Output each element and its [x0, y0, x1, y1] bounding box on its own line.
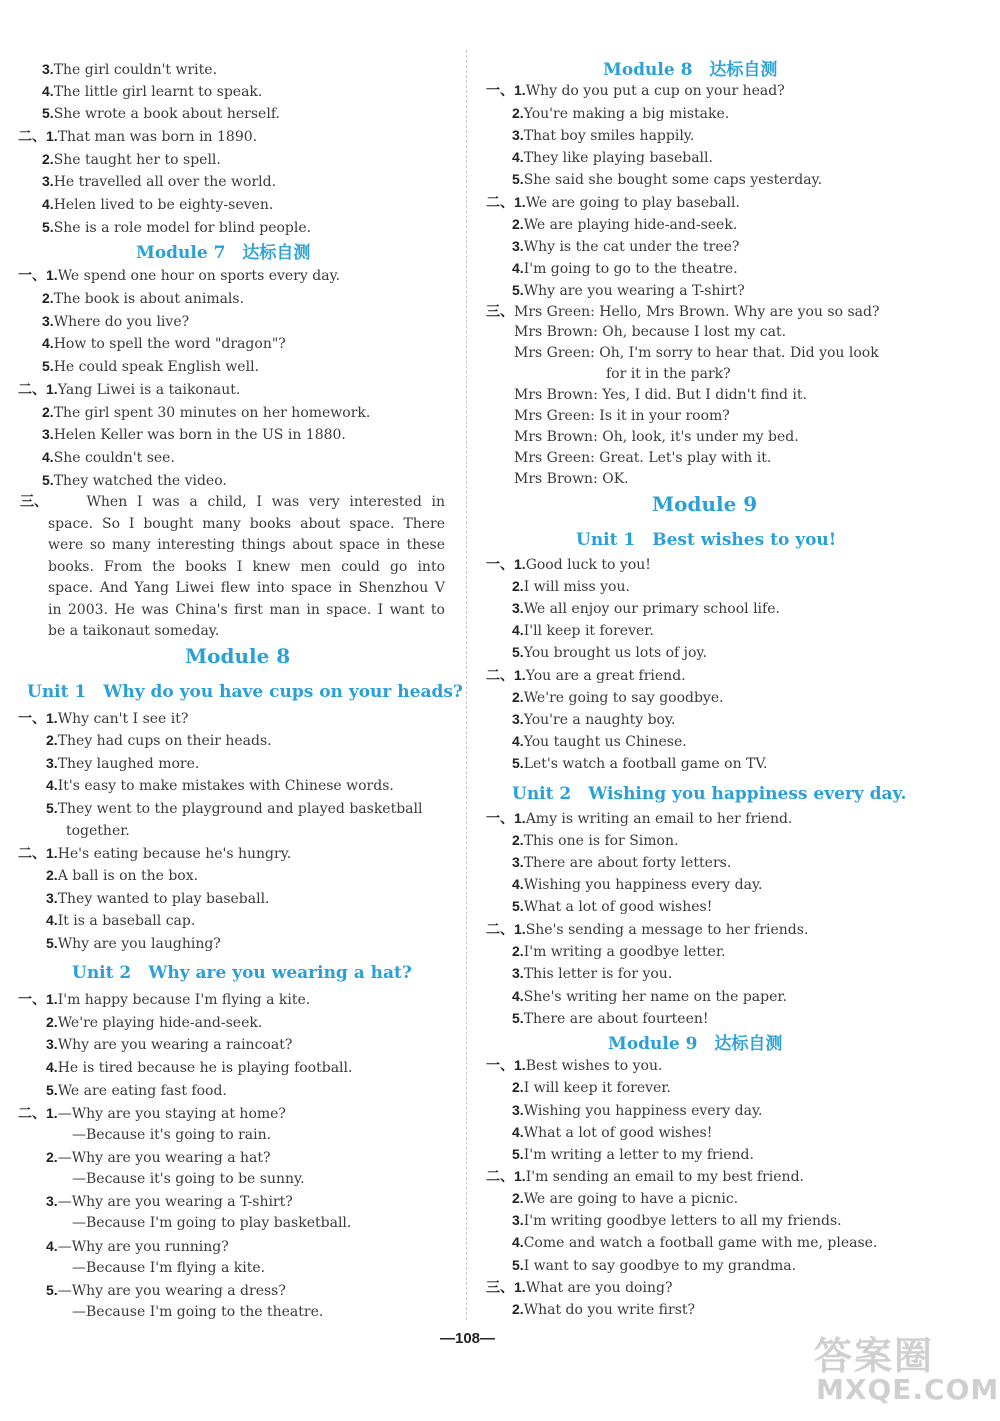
answer-line: [18, 380, 240, 399]
item-number: 二、1.: [486, 667, 526, 683]
item-number: 一、1.: [18, 267, 58, 283]
answer-text: You taught us Chinese.: [523, 734, 687, 750]
item-number: 4.: [46, 912, 58, 928]
answer-text: We're going to say goodbye.: [523, 690, 724, 706]
item-number: 2.: [42, 404, 54, 420]
item-number: 2.: [512, 689, 524, 705]
item-number: 二、1.: [18, 845, 58, 861]
answer-line: [72, 1170, 305, 1188]
answer-line: [514, 428, 799, 446]
item-number: 3.: [46, 755, 58, 771]
answer-text: They had cups on their heads.: [57, 733, 272, 749]
answer-text: —Because it's going to rain.: [72, 1127, 272, 1143]
answer-line: [512, 942, 726, 961]
section-heading: Unit 1 Best wishes to you!: [576, 530, 837, 550]
answer-text: I'm writing goodbye letters to all my friends.: [523, 1213, 842, 1229]
item-number: 5.: [46, 1082, 58, 1098]
item-number: 2.: [42, 151, 54, 167]
answer-line: [18, 844, 291, 863]
answer-line: [42, 425, 346, 444]
item-number: 5.: [512, 1257, 524, 1273]
item-number: 2.: [46, 1149, 58, 1165]
item-number: 4.: [46, 1238, 58, 1254]
answer-line: [46, 1058, 352, 1077]
answer-text: There are about forty letters.: [523, 855, 732, 871]
answer-text: Amy is writing an email to her friend.: [525, 811, 793, 827]
answer-line: [512, 1123, 712, 1142]
answer-text: He's eating because he's hungry.: [57, 846, 292, 862]
answer-text: Why is the cat under the tree?: [523, 239, 740, 255]
answer-text: I will keep it forever.: [523, 1080, 671, 1096]
answer-line: [486, 809, 792, 828]
answer-text: That man was born in 1890.: [57, 129, 258, 145]
item-number: 4.: [42, 83, 54, 99]
essay-line: books. From the books I knew men could go into: [48, 558, 445, 575]
answer-text: for it in the park?: [606, 366, 731, 382]
section-heading: Module 8: [185, 644, 291, 668]
watermark-site: MXQE.COM: [816, 1373, 1000, 1406]
answer-line: [42, 82, 262, 101]
answer-text: —Because I'm going to the theatre.: [72, 1304, 324, 1320]
answer-text: The little girl learnt to speak.: [53, 84, 263, 100]
essay-paragraph: [48, 492, 445, 643]
answer-text: Mrs Brown: Yes, I did. But I didn't find it.: [514, 387, 807, 403]
item-number: 5.: [512, 1146, 524, 1162]
item-number: 2.: [512, 1190, 524, 1206]
answer-text: —Why are you wearing a T-shirt?: [57, 1194, 293, 1210]
answer-line: [42, 289, 244, 308]
answer-line: [512, 621, 654, 640]
answer-text: Mrs Brown: Oh, because I lost my cat.: [514, 324, 787, 340]
answer-text: —Why are you wearing a dress?: [57, 1283, 286, 1299]
answer-line: [72, 1214, 351, 1232]
answer-text: The girl spent 30 minutes on her homework.: [53, 405, 371, 421]
answer-line: [606, 365, 731, 383]
answer-line: [512, 1211, 842, 1230]
answer-line: [72, 1259, 265, 1277]
answer-line: [18, 1104, 286, 1123]
answer-line: [42, 60, 217, 79]
item-number: 5.: [46, 800, 58, 816]
answer-line: [18, 127, 257, 146]
answer-line: [18, 990, 310, 1009]
answer-text: She's writing her name on the paper.: [523, 989, 788, 1005]
answer-line: [512, 215, 737, 234]
answer-line: [42, 312, 189, 331]
answer-line: [512, 259, 738, 278]
item-number: 3.: [42, 426, 54, 442]
answer-text: Yang Liwei is a taikonaut.: [57, 382, 241, 398]
answer-line: [46, 731, 272, 750]
item-number: 5.: [42, 472, 54, 488]
item-number: 一、1.: [18, 710, 58, 726]
item-number: 4.: [512, 149, 524, 165]
essay-line: space. And Yang Liwei flew into space in Shenzhou V: [48, 580, 445, 596]
answer-line: [46, 1013, 262, 1032]
item-number: 3.: [46, 1193, 58, 1209]
answer-line: [512, 831, 678, 850]
item-number: 2.: [512, 216, 524, 232]
answer-line: [486, 302, 879, 321]
item-number: 2.: [46, 867, 58, 883]
answer-line: [512, 875, 762, 894]
item-number: 3.: [512, 854, 524, 870]
answer-line: [46, 1081, 227, 1100]
answer-line: [512, 1078, 671, 1097]
item-number: 4.: [512, 622, 524, 638]
answer-text: We are playing hide-and-seek.: [523, 217, 738, 233]
answer-text: Helen lived to be eighty-seven.: [53, 197, 274, 213]
answer-text: I'm going to go to the theatre.: [523, 261, 738, 277]
item-number: 5.: [512, 171, 524, 187]
answer-text: That boy smiles happily.: [523, 128, 695, 144]
answer-line: [512, 577, 630, 596]
answer-line: [46, 866, 198, 885]
answer-text: She's sending a message to her friends.: [525, 922, 809, 938]
essay-line: be a taikonaut someday.: [48, 623, 220, 639]
answer-line: [514, 344, 879, 362]
answer-text: You are a great friend.: [525, 668, 686, 684]
answer-text: —Because it's going to be sunny.: [72, 1171, 305, 1187]
answer-text: What a lot of good wishes!: [523, 899, 713, 915]
answer-line: [512, 1101, 762, 1120]
answer-line: [514, 449, 771, 467]
answer-line: [42, 195, 273, 214]
answer-text: —Why are you running?: [57, 1239, 229, 1255]
answer-line: [512, 1256, 796, 1275]
answer-line: [46, 754, 199, 773]
answer-line: [72, 1303, 323, 1321]
answer-text: —Why are you staying at home?: [57, 1106, 286, 1122]
item-number: 3.: [512, 1212, 524, 1228]
item-number: 3.: [42, 313, 54, 329]
answer-line: [512, 897, 712, 916]
answer-line: [486, 1278, 672, 1297]
answer-text: Mrs Green: Hello, Mrs Brown. Why are you so sad?: [514, 304, 880, 320]
answer-text: Mrs Brown: Oh, look, it's under my bed.: [514, 429, 799, 445]
item-number: 2.: [512, 578, 524, 594]
answer-text: They went to the playground and played basketball: [57, 801, 423, 817]
answer-line: [512, 987, 787, 1006]
answer-text: We spend one hour on sports every day.: [57, 268, 341, 284]
section-heading: Module 9 达标自测: [608, 1034, 783, 1054]
answer-text: Helen Keller was born in the US in 1880.: [53, 427, 346, 443]
item-number: 二、1.: [18, 128, 58, 144]
answer-line: [512, 853, 731, 872]
essay-line: space. So I bought many books about space. There: [48, 515, 445, 532]
answer-text: Why are you laughing?: [57, 936, 221, 952]
item-number: 3.: [512, 1102, 524, 1118]
answer-line: [42, 218, 311, 237]
answer-line: [512, 710, 675, 729]
answer-line: [42, 104, 280, 123]
item-number: 二、1.: [486, 1168, 526, 1184]
item-number: 二、1.: [486, 921, 526, 937]
answer-line: [486, 920, 808, 939]
answer-text: We are going to play baseball.: [525, 195, 740, 211]
answer-text: What are you doing?: [525, 1280, 673, 1296]
answer-text: There are about fourteen!: [523, 1011, 709, 1027]
answer-line: [46, 911, 195, 930]
answer-text: I will miss you.: [523, 579, 630, 595]
answer-text: She taught her to spell.: [53, 152, 221, 168]
answer-text: We are going to have a picnic.: [523, 1191, 739, 1207]
answer-line: [46, 1148, 271, 1167]
item-number: 3.: [512, 127, 524, 143]
answer-line: [46, 889, 270, 908]
answer-line: [512, 126, 694, 145]
answer-line: [42, 403, 370, 422]
answer-text: Why are you wearing a raincoat?: [57, 1037, 293, 1053]
answer-text: Why do you put a cup on your head?: [525, 83, 785, 99]
answer-line: [512, 1189, 738, 1208]
item-number: 3.: [512, 238, 524, 254]
answer-line: [512, 599, 780, 618]
answer-line: [66, 822, 130, 840]
answer-line: [42, 448, 175, 467]
item-number: 5.: [42, 219, 54, 235]
item-number: 2.: [512, 105, 524, 121]
answer-text: It's easy to make mistakes with Chinese words.: [57, 778, 394, 794]
answer-line: [46, 1281, 286, 1300]
item-number: 4.: [512, 733, 524, 749]
answer-line: [512, 1233, 877, 1252]
item-number: 4.: [512, 1124, 524, 1140]
section-heading: Module 7 达标自测: [136, 243, 311, 263]
answer-text: What a lot of good wishes!: [523, 1125, 713, 1141]
answer-text: They like playing baseball.: [523, 150, 713, 166]
answer-text: He could speak English well.: [53, 359, 259, 375]
answer-text: He travelled all over the world.: [53, 174, 277, 190]
answer-text: She is a role model for blind people.: [53, 220, 312, 236]
answer-text: I'm happy because I'm flying a kite.: [57, 992, 311, 1008]
page-number: —108—: [440, 1330, 496, 1347]
answer-text: Mrs Green: Great. Let's play with it.: [514, 450, 772, 466]
item-number: 5.: [42, 358, 54, 374]
answer-text: Mrs Brown: OK.: [514, 471, 629, 487]
answer-line: [42, 471, 227, 490]
answer-line: [512, 732, 687, 751]
answer-text: This one is for Simon.: [523, 833, 679, 849]
answer-line: [46, 1035, 292, 1054]
answer-line: [18, 709, 188, 728]
answer-line: [46, 934, 221, 953]
item-number: 4.: [42, 449, 54, 465]
answer-text: Let's watch a football game on TV.: [523, 756, 768, 772]
answer-line: [512, 964, 672, 983]
answer-line: [46, 1192, 293, 1211]
answer-text: This letter is for you.: [523, 966, 673, 982]
section-heading: Module 9: [652, 492, 758, 516]
answer-line: [486, 555, 651, 574]
answer-line: [512, 754, 767, 773]
item-number: 4.: [46, 1059, 58, 1075]
answer-text: —Because I'm going to play basketball.: [72, 1215, 352, 1231]
answer-text: They wanted to play baseball.: [57, 891, 270, 907]
answer-text: together.: [66, 823, 130, 839]
answer-text: You're making a big mistake.: [523, 106, 730, 122]
item-number: 一、1.: [486, 82, 526, 98]
answer-text: She said she bought some caps yesterday.: [523, 172, 823, 188]
item-number: 三、1.: [486, 1279, 526, 1295]
answer-text: It is a baseball cap.: [57, 913, 196, 929]
item-number: 2.: [46, 732, 58, 748]
answer-text: They laughed more.: [57, 756, 200, 772]
answer-text: Where do you live?: [53, 314, 190, 330]
item-number: 5.: [46, 1282, 58, 1298]
answer-text: We're playing hide-and-seek.: [57, 1015, 263, 1031]
answer-line: [42, 334, 286, 353]
item-number: 一、1.: [486, 810, 526, 826]
answer-line: [514, 407, 730, 425]
answer-text: Come and watch a football game with me, please.: [523, 1235, 878, 1251]
item-number: 3.: [46, 890, 58, 906]
item-number: 4.: [42, 335, 54, 351]
answer-line: [514, 386, 807, 404]
item-number: 4.: [512, 1234, 524, 1250]
answer-line: [486, 666, 686, 685]
answer-line: [512, 1300, 695, 1319]
answer-line: [486, 1056, 662, 1075]
answer-text: Mrs Green: Is it in your room?: [514, 408, 730, 424]
item-number: 5.: [512, 1010, 524, 1026]
section-heading: Module 8 达标自测: [603, 60, 778, 80]
watermark-cn: 答案圈: [814, 1334, 935, 1378]
item-number: 二、1.: [18, 1105, 58, 1121]
item-number: 2.: [42, 290, 54, 306]
answer-text: We all enjoy our primary school life.: [523, 601, 780, 617]
item-number: 5.: [512, 898, 524, 914]
item-number: 3.: [512, 711, 524, 727]
item-number: 2.: [512, 832, 524, 848]
item-number: 二、1.: [18, 381, 58, 397]
answer-line: [512, 688, 724, 707]
essay-line: in 2003. He was China's first man in space. I want to: [48, 601, 445, 618]
answer-text: I'll keep it forever.: [523, 623, 654, 639]
item-number: 4.: [512, 988, 524, 1004]
item-number: 一、1.: [486, 556, 526, 572]
section-heading: Unit 2 Wishing you happiness every day.: [512, 784, 907, 804]
answer-text: What do you write first?: [523, 1302, 696, 1318]
answer-text: He is tired because he is playing football.: [57, 1060, 353, 1076]
answer-line: [42, 357, 259, 376]
item-number: 5.: [46, 935, 58, 951]
answer-text: Wishing you happiness every day.: [523, 877, 763, 893]
item-number: 2.: [512, 1079, 524, 1095]
answer-line: [42, 172, 276, 191]
answer-text: Good luck to you!: [525, 557, 651, 573]
answer-text: How to spell the word "dragon"?: [53, 336, 286, 352]
answer-text: A ball is on the box.: [57, 868, 199, 884]
item-number: 一、1.: [486, 1057, 526, 1073]
answer-text: You brought us lots of joy.: [523, 645, 707, 661]
essay-line: When I was a child, I was very interested in: [48, 494, 445, 510]
item-number: 4.: [42, 196, 54, 212]
item-number: 3.: [42, 61, 54, 77]
column-divider: [466, 50, 467, 1320]
item-number: 3.: [512, 965, 524, 981]
item-number: 4.: [46, 777, 58, 793]
answer-text: I'm sending an email to my best friend.: [525, 1169, 804, 1185]
item-number: 5.: [512, 755, 524, 771]
item-number: 5.: [512, 644, 524, 660]
item-number: 2.: [512, 1301, 524, 1317]
watermark: [806, 1321, 1000, 1411]
answer-line: [512, 1145, 754, 1164]
answer-text: The girl couldn't write.: [53, 62, 218, 78]
item-number: 3.: [46, 1036, 58, 1052]
answer-line: [512, 170, 822, 189]
answer-line: [486, 1167, 804, 1186]
answer-text: Why are you wearing a T-shirt?: [523, 283, 745, 299]
answer-line: [514, 323, 786, 341]
section-heading: Unit 1 Why do you have cups on your heads?: [27, 682, 463, 702]
essay-line: were so many interesting things about space in these: [48, 537, 445, 553]
answer-text: Why can't I see it?: [57, 711, 189, 727]
answer-text: I'm writing a goodbye letter.: [523, 944, 726, 960]
answer-line: [72, 1126, 271, 1144]
item-number: 5.: [42, 105, 54, 121]
answer-line: [512, 148, 713, 167]
answer-line: [512, 1009, 709, 1028]
answer-text: Best wishes to you.: [525, 1058, 663, 1074]
item-number: 2.: [46, 1014, 58, 1030]
item-number: 4.: [512, 260, 524, 276]
answer-text: We are eating fast food.: [57, 1083, 227, 1099]
answer-text: They watched the video.: [53, 473, 227, 489]
item-number: 二、1.: [486, 194, 526, 210]
answer-text: Mrs Green: Oh, I'm sorry to hear that. Did you look: [514, 345, 879, 361]
answer-text: I'm writing a letter to my friend.: [523, 1147, 754, 1163]
answer-text: You're a naughty boy.: [523, 712, 676, 728]
section-heading: Unit 2 Why are you wearing a hat?: [72, 963, 412, 983]
answer-text: She couldn't see.: [53, 450, 175, 466]
answer-text: —Why are you wearing a hat?: [57, 1150, 271, 1166]
answer-line: [46, 776, 394, 795]
item-number: 2.: [512, 943, 524, 959]
answer-line: [486, 81, 785, 100]
answer-text: —Because I'm flying a kite.: [72, 1260, 266, 1276]
answer-line: [486, 193, 740, 212]
answer-line: [512, 237, 739, 256]
answer-line: [46, 799, 422, 818]
answer-line: [18, 266, 340, 285]
item-number: 3.: [42, 173, 54, 189]
answer-line: [512, 104, 729, 123]
answer-text: I want to say goodbye to my grandma.: [523, 1258, 797, 1274]
answer-line: [512, 281, 745, 300]
item-number: 三、: [486, 303, 514, 319]
item-number: 5.: [512, 282, 524, 298]
answer-text: She wrote a book about herself.: [53, 106, 280, 122]
item-number: 三、: [20, 493, 48, 509]
answer-line: [46, 1237, 229, 1256]
answer-text: The book is about animals.: [53, 291, 245, 307]
item-number: 4.: [512, 876, 524, 892]
answer-line: [42, 150, 221, 169]
item-number: 一、1.: [18, 991, 58, 1007]
answer-line: [512, 643, 707, 662]
item-number: 3.: [512, 600, 524, 616]
answer-text: Wishing you happiness every day.: [523, 1103, 763, 1119]
answer-line: [514, 470, 629, 488]
